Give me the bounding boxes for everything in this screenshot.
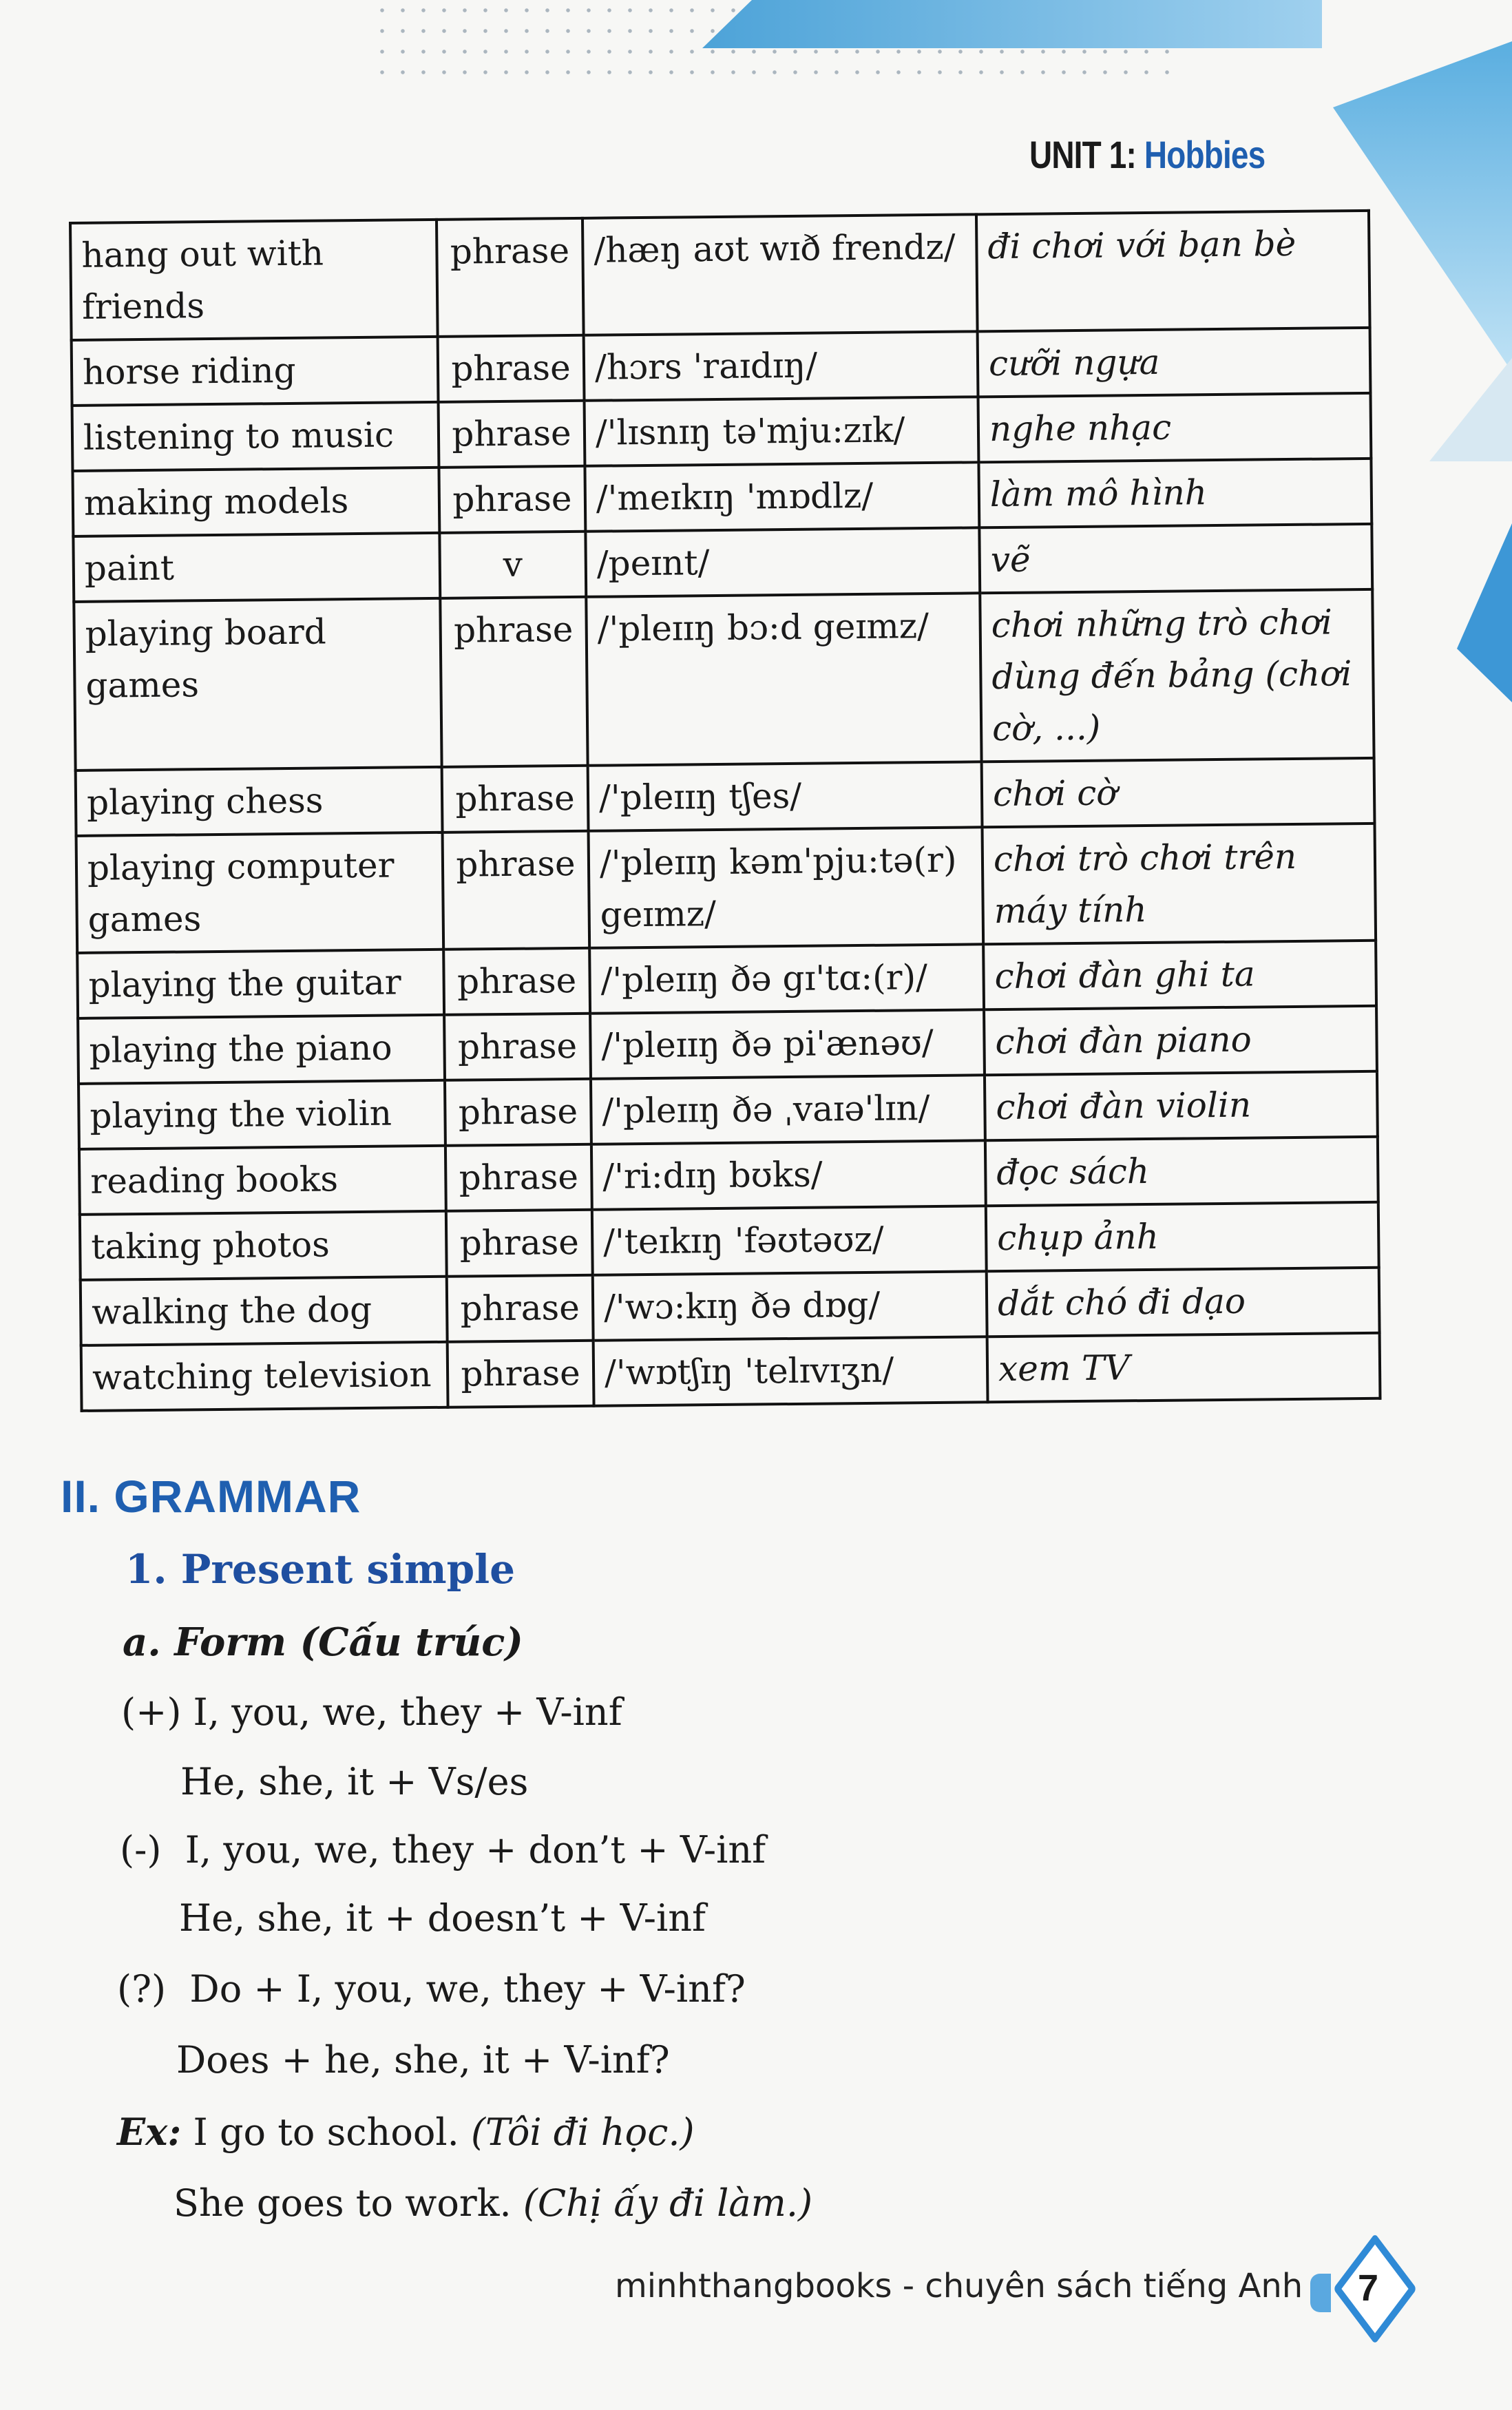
vocab-type: phrase: [443, 948, 590, 1015]
form-line-question: (?) Do + I, you, we, they + V-inf?: [117, 1967, 746, 2011]
vocab-type: phrase: [445, 1079, 591, 1146]
example-label: Ex:: [117, 2110, 182, 2154]
vocab-word: making models: [72, 468, 439, 536]
form-line-question-3rd: Does + he, she, it + V-inf?: [176, 2038, 670, 2082]
vocab-ipa: /'pleɪɪŋ ðə gɪ'tɑ:(r)/: [589, 944, 984, 1013]
vocab-ipa: /'pleɪɪŋ ðə pi'ænəʊ/: [590, 1009, 985, 1078]
vocab-word: reading books: [79, 1146, 446, 1215]
footer-publisher: minhthangbooks - chuyên sách tiếng Anh: [615, 2267, 1303, 2305]
vocab-ipa: /'teɪkɪŋ 'fəʊtəʊz/: [592, 1206, 987, 1275]
light-triangle-decoration: [1429, 358, 1512, 461]
vocabulary-table: [69, 209, 1382, 1412]
grammar-heading: II. GRAMMAR: [61, 1471, 361, 1522]
vocab-meaning: làm mô hình: [978, 459, 1372, 527]
vocabulary-row: [70, 211, 1370, 340]
example-1-en: I go to school.: [193, 2110, 459, 2154]
vocabulary-row: [79, 1137, 1378, 1215]
vocab-type: v: [439, 532, 586, 598]
vocab-type: phrase: [440, 597, 587, 767]
vocab-meaning: cưỡi ngựa: [978, 328, 1371, 397]
vocab-word: playing computer games: [76, 832, 444, 953]
vocab-type: phrase: [439, 466, 585, 533]
vocab-ipa: /peɪnt/: [585, 527, 980, 596]
vocab-word: playing chess: [76, 767, 443, 836]
example-2: [174, 2181, 812, 2225]
vocab-meaning: chơi đàn violin: [985, 1071, 1378, 1140]
vocab-word: listening to music: [72, 402, 439, 471]
blue-banner-decoration: [702, 0, 1322, 48]
unit-header: [1029, 132, 1265, 177]
vocab-meaning: chơi trò chơi trên máy tính: [983, 824, 1376, 944]
example-1-vi: (Tôi đi học.): [470, 2110, 695, 2154]
example-2-vi: (Chị ấy đi làm.): [523, 2181, 813, 2225]
vocab-ipa: /'wɒtʃɪŋ 'telɪvɪʒn/: [594, 1337, 988, 1405]
vocab-ipa: /'lɪsnɪŋ tə'mju:zɪk/: [585, 397, 979, 465]
vocab-ipa: /'ri:dɪŋ bʊks/: [591, 1140, 986, 1209]
vocabulary-row: [73, 524, 1372, 602]
vocab-ipa: /hɔrs 'raɪdɪŋ/: [584, 331, 978, 400]
vocab-type: phrase: [446, 1210, 593, 1277]
vocab-meaning: nghe nhạc: [978, 393, 1372, 462]
vocab-word: playing the piano: [78, 1015, 445, 1084]
vocab-meaning: vẽ: [979, 524, 1372, 593]
vocab-meaning: chơi cờ: [982, 758, 1375, 827]
vocab-meaning: đọc sách: [985, 1137, 1378, 1206]
vocab-type: phrase: [442, 766, 589, 832]
vocab-ipa: /'wɔ:kɪŋ ðə dɒg/: [593, 1271, 987, 1340]
vocab-word: playing board games: [74, 598, 441, 771]
form-line-positive-3rd: He, she, it + Vs/es: [180, 1760, 529, 1803]
unit-title: Hobbies: [1144, 133, 1266, 176]
vocab-ipa: /hæŋ aʊt wɪð frendz/: [582, 214, 978, 335]
vocabulary-row: [78, 1071, 1378, 1149]
vocab-type: phrase: [443, 831, 590, 950]
vocab-word: paint: [73, 533, 440, 602]
vocabulary-row: [72, 459, 1372, 536]
vocab-meaning: xem TV: [987, 1333, 1380, 1402]
vocabulary-row: [72, 393, 1372, 471]
vocabulary-row: [81, 1268, 1380, 1345]
vocab-word: hang out with friends: [70, 220, 438, 340]
vocab-ipa: /'meɪkɪŋ 'mɒdlz/: [585, 462, 979, 531]
vocab-ipa: /'pleɪɪŋ ðə ˌvaɪə'lɪn/: [591, 1075, 985, 1144]
vocab-meaning: dắt chó đi dạo: [987, 1268, 1380, 1337]
example-2-en: She goes to work.: [174, 2181, 512, 2225]
present-simple-heading: 1. Present simple: [125, 1546, 516, 1593]
vocab-word: taking photos: [80, 1211, 447, 1280]
page-number-badge: [1325, 2246, 1408, 2343]
page-number: 7: [1357, 2267, 1379, 2309]
vocab-ipa: /'pleɪɪŋ tʃes/: [588, 762, 983, 830]
vocabulary-row: [80, 1202, 1379, 1280]
vocabulary-row: [76, 758, 1375, 836]
vocab-ipa: /'pleɪɪŋ bɔ:d geɪmz/: [586, 593, 981, 765]
vocab-type: phrase: [447, 1275, 594, 1342]
vocab-meaning: chơi đàn ghi ta: [983, 941, 1376, 1009]
vocab-type: phrase: [444, 1014, 591, 1080]
vocab-word: horse riding: [72, 337, 439, 406]
blue-triangle-decoration: [1457, 523, 1512, 702]
vocab-meaning: chụp ảnh: [986, 1202, 1379, 1271]
vocabulary-row: [76, 824, 1376, 953]
vocabulary-row: [78, 1006, 1377, 1084]
vocab-type: phrase: [437, 218, 584, 337]
vocab-meaning: chơi những trò chơi dùng đến bảng (chơi cờ, ...): [980, 589, 1374, 762]
form-line-negative: (-) I, you, we, they + don’t + V-inf: [120, 1828, 766, 1872]
vocab-type: phrase: [448, 1341, 594, 1407]
vocab-word: watching television: [81, 1342, 448, 1411]
vocab-meaning: đi chơi với bạn bè: [976, 211, 1370, 331]
vocabulary-row: [72, 328, 1371, 406]
unit-label: UNIT 1:: [1029, 133, 1136, 176]
form-line-negative-3rd: He, she, it + doesn’t + V-inf: [179, 1896, 706, 1940]
vocab-word: walking the dog: [81, 1277, 448, 1345]
vocab-meaning: chơi đàn piano: [984, 1006, 1377, 1075]
form-title: a. Form (Cấu trúc): [123, 1620, 523, 1665]
vocab-ipa: /'pleɪɪŋ kəm'pju:tə(r) geɪmz/: [589, 827, 984, 947]
vocabulary-row: [77, 941, 1376, 1018]
vocab-word: playing the violin: [78, 1080, 445, 1149]
vocab-word: playing the guitar: [77, 950, 444, 1018]
vocabulary-row: [74, 589, 1374, 771]
vocab-type: phrase: [445, 1144, 592, 1211]
form-line-positive: (+) I, you, we, they + V-inf: [121, 1690, 622, 1734]
vocab-type: phrase: [438, 335, 585, 402]
vocabulary-row: [81, 1333, 1380, 1411]
vocab-type: phrase: [439, 401, 585, 468]
example-1: [117, 2110, 695, 2154]
